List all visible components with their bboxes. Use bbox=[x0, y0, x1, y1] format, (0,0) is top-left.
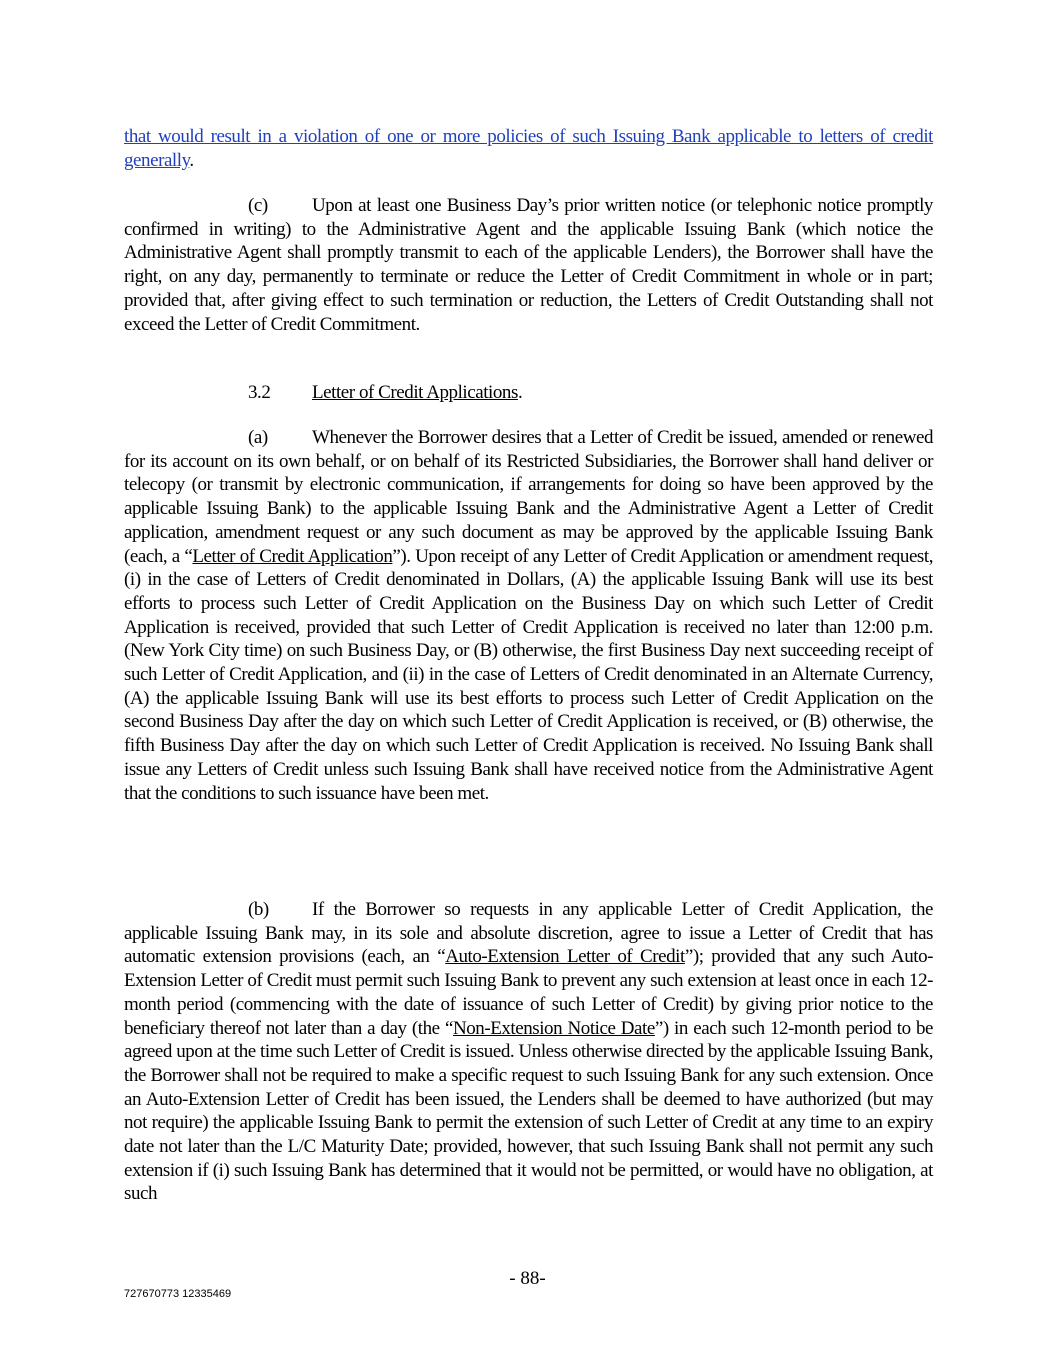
paragraph-c-label: (c) bbox=[248, 195, 268, 216]
paragraph-b-label: (b) bbox=[248, 899, 269, 920]
policy-violation-link[interactable]: that would result in a violation of one or more policies of such Issuing Bank applicable to letters of credit generally bbox=[124, 126, 933, 171]
carryover-paragraph: that would result in a violation of one or more policies of such Issuing Bank applicable to letters of credit generally. bbox=[124, 126, 933, 171]
paragraph-c bbox=[124, 194, 933, 336]
paragraph-b: (b) If the Borrower so requests in any applicable Letter of Credit Application, the applicable Issuing Bank may, in its sole and absolute discretion, agree to issue a Letter of Credit that has automatic extension provisions (each, an “Auto-Extension Letter of Credit”); provided that any such Auto-Extension Letter of Credit must permit such Issuing Bank to prevent any such extension at least once in each 12-month period (commencing with the date of issuance of such Letter of Credit) by giving prior notice to the beneficiary thereof not later than a day (the “Non-Extension Notice Date”) in each such 12-month period to be agreed upon at the time such Letter of Credit is issued. Unless otherwise directed by the applicable Issuing Bank, the Borrower shall not be required to make a specific request to such Issuing Bank for any such extension. Once an Auto-Extension Letter of Credit has been issued, the Lenders shall be deemed to have authorized (but may not require) the applicable Issuing Bank to permit the extension of such Letter of Credit at any time to an expiry date not later than the L/C Maturity Date; provided, however, that such Issuing Bank shall not permit any such extension if (i) such Issuing Bank has determined that it would not be permitted, or would have no obligation, at such bbox=[124, 899, 934, 1205]
defined-term-non-extension-date: Non-Extension Notice Date bbox=[452, 1017, 655, 1039]
defined-term-lc-application: Letter of Credit Application bbox=[192, 545, 393, 567]
paragraph-a-label: (a) bbox=[248, 427, 268, 448]
defined-term-auto-extension: Auto-Extension Letter of Credit bbox=[445, 946, 685, 968]
paragraph-a: (a) Whenever the Borrower desires that a Letter of Credit be issued, amended or renewed for its account on its own behalf, or on behalf of its Restricted Subsidiaries, the Borrower shall hand deliver or telecopy (or transmit by electronic communication, if arrangements for doing so have been approved by the applicable Issuing Bank) to the applicable Issuing Bank and the Administrative Agent a Letter of Credit application, amendment request or any such document as may be approved by the applicable Issuing Bank (each, a “Letter of Credit Application”). Upon receipt of any Letter of Credit Application or amendment request, (i) in the case of Letters of Credit denominated in Dollars, (A) the applicable Issuing Bank will use its best efforts to process such Letter of Credit Application on the Business Day on which such Letter of Credit Application is received, provided that such Letter of Credit Application is received no later than 12:00 p.m. (New York City time) on such Business Day, or (B) otherwise, the first Business Day next succeeding receipt of such Letter of Credit Application, and (ii) in the case of Letters of Credit denominated in an Alternate Currency, (A) the applicable Issuing Bank will use its best efforts to process such Letter of Credit Application on the second Business Day after the day on which such Letter of Credit Application is received, or (B) otherwise, the fifth Business Day after the day on which such Letter of Credit Application is received. No Issuing Bank shall issue any Letters of Credit unless such Issuing Bank shall have received notice from the Administrative Agent that the conditions to such issuance have been met. bbox=[124, 427, 933, 804]
section-number: 3.2 bbox=[248, 382, 271, 403]
page-number: - 88- bbox=[509, 1268, 546, 1289]
document-id: 727670773 12335469 bbox=[124, 1288, 232, 1300]
section-title: Letter of Credit Applications bbox=[312, 382, 518, 403]
paragraph-c-text: Upon at least one Business Day’s prior written notice (or telephonic notice promptly confirmed in writing) to the Administrative Agent and the applicable Issuing Bank (which notice the Administrative Agent shall promptly transmit to each of the applicable Lenders), the Borrower shall have the right, on any day, permanently to terminate or reduce the Letter of Credit Commitment in whole or in part; provided that, after giving effect to such termination or reduction, the Letters of Credit Outstanding shall not exceed the Letter of Credit Commitment. bbox=[124, 195, 933, 335]
section-heading: 3.2 Letter of Credit Applications. bbox=[248, 382, 523, 403]
